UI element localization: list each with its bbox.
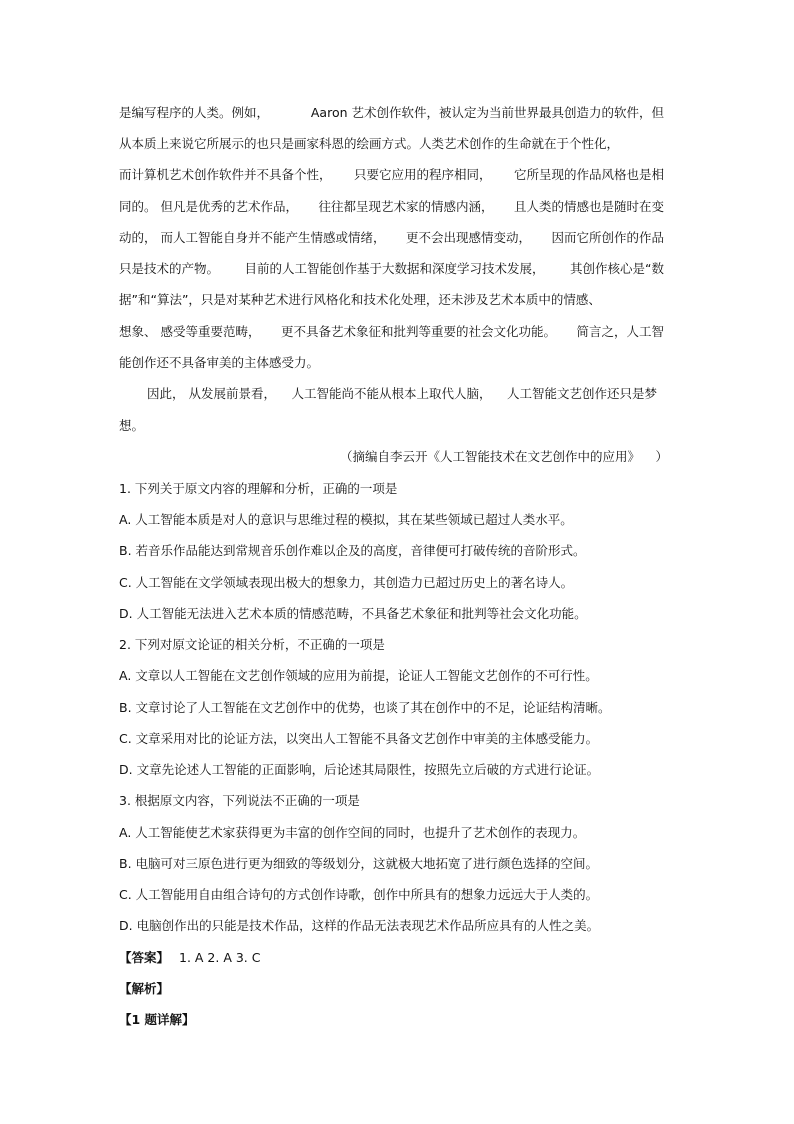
question-option: D. 电脑创作出的只能是技术作品，这样的作品无法表现艺术作品所应具有的人性之美。 bbox=[119, 918, 600, 933]
source-citation: （摘编自李云开《人工智能技术在文艺创作中的应用》 ） bbox=[340, 449, 668, 464]
question-option: A. 人工智能使艺术家获得更为丰富的创作空间的同时，也提升了艺术创作的表现力。 bbox=[119, 825, 586, 840]
passage-line: 因此， 从发展前景看， 人工智能尚不能从根本上取代人脑， 人工智能文艺创作还只是梦 bbox=[147, 386, 657, 401]
question-option: A. 人工智能本质是对人的意识与思维过程的模拟，其在某些领域已超过人类水平。 bbox=[119, 512, 573, 527]
question-option: B. 若音乐作品能达到常规音乐创作难以企及的高度，音律便可打破传统的音阶形式。 bbox=[119, 543, 586, 558]
passage-line: 而计算机艺术创作软件并不具备个性， 只要它应用的程序相同， 它所呈现的作品风格也是相 bbox=[119, 167, 664, 182]
question-option: B. 电脑可对三原色进行更为细致的等级划分，这就极大地拓宽了进行颜色选择的空间。 bbox=[119, 856, 599, 871]
question-stem: 2. 下列对原文论证的相关分析，不正确的一项是 bbox=[119, 637, 385, 652]
passage-line: 动的， 而人工智能自身并不能产生情感或情绪， 更不会出现感情变动， 因而它所创作的作品 bbox=[119, 230, 664, 245]
question-option: D. 人工智能无法进入艺术本质的情感范畴，不具备艺术象征和批判等社会文化功能。 bbox=[119, 606, 587, 621]
answer-label: 【答案】 bbox=[119, 950, 170, 965]
question-option: B. 文章讨论了人工智能在文艺创作中的优势，也谈了其在创作中的不足，论证结构清晰。 bbox=[119, 700, 611, 715]
answer-line bbox=[119, 949, 664, 967]
passage-line: 从本质上来说它所展示的也只是画家科恩的绘画方式。人类艺术创作的生命就在于个性化， bbox=[119, 136, 620, 151]
question-option: A. 文章以人工智能在文艺创作领域的应用为前提，论证人工智能文艺创作的不可行性。 bbox=[119, 668, 598, 683]
passage-line: 只是技术的产物。 目前的人工智能创作基于大数据和深度学习技术发展， 其创作核心是“数 bbox=[119, 261, 664, 276]
passage-line: 据”和“算法”，只是对某种艺术进行风格化和技术化处理，还未涉及艺术本质中的情感、 bbox=[119, 292, 601, 307]
question-stem: 1. 下列关于原文内容的理解和分析，正确的一项是 bbox=[119, 481, 398, 496]
passage-line: 想。 bbox=[119, 418, 145, 433]
detail-heading: 【1 题详解】 bbox=[119, 1012, 195, 1027]
passage-line: 同的。 但凡是优秀的艺术作品， 往往都呈现艺术家的情感内涵， 且人类的情感也是随时在变 bbox=[119, 199, 664, 214]
passage-line: 能创作还不具备审美的主体感受力。 bbox=[119, 355, 320, 370]
passage-line: 想象、 感受等重要范畴， 更不具备艺术象征和批判等重要的社会文化功能。 简言之，人工智 bbox=[119, 324, 664, 339]
question-option: C. 人工智能用自由组合诗句的方式创作诗歌，创作中所具有的想象力远远大于人类的。 bbox=[119, 887, 599, 902]
question-option: C. 文章采用对比的论证方法，以突出人工智能不具备文艺创作中审美的主体感受能力。 bbox=[119, 731, 599, 746]
answer-value: 1. A 2. A 3. C bbox=[179, 950, 261, 965]
question-option: D. 文章先论述人工智能的正面影响，后论述其局限性，按照先立后破的方式进行论证。 bbox=[119, 762, 600, 777]
question-stem: 3. 根据原文内容，下列说法不正确的一项是 bbox=[119, 793, 360, 808]
analysis-heading: 【解析】 bbox=[119, 981, 170, 996]
passage-line: 是编写程序的人类。例如， Aaron 艺术创作软件，被认定为当前世界最具创造力的软件，但 bbox=[119, 105, 664, 120]
question-option: C. 人工智能在文学领域表现出极大的想象力，其创造力已超过历史上的著名诗人。 bbox=[119, 575, 574, 590]
